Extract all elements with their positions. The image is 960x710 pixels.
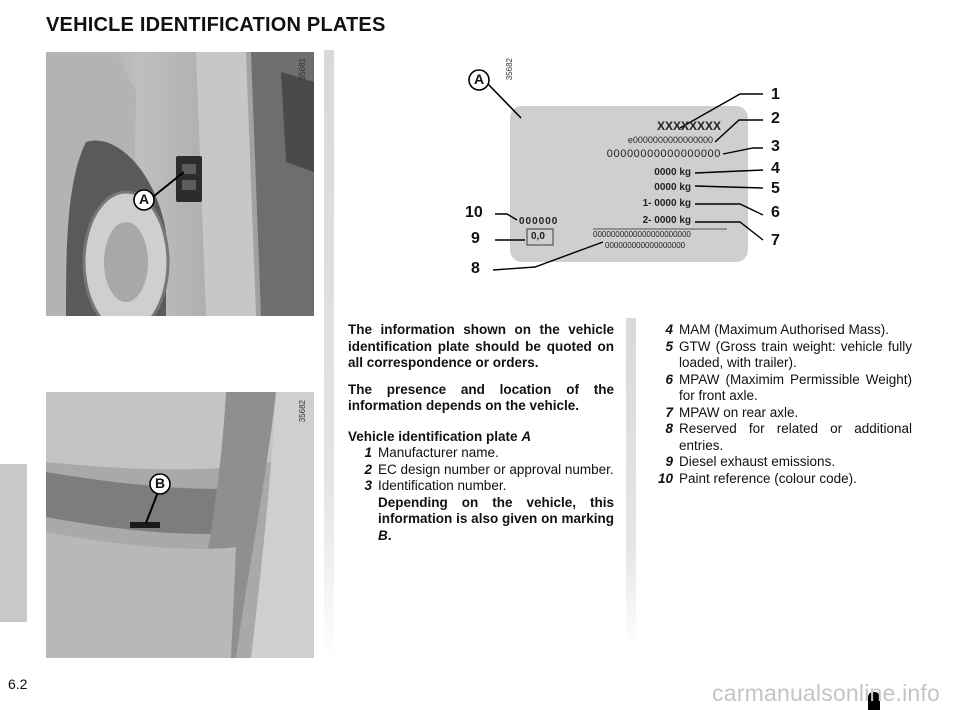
diagram-number: 9 (471, 230, 480, 247)
text-column-right (637, 322, 912, 487)
item-number: 9 (665, 454, 673, 469)
item-text: Reserved for related or additional entries. (679, 421, 912, 453)
diagram-number: 1 (771, 86, 780, 103)
item-text: Identification number. (378, 478, 507, 493)
item-text: EC design number or approval number. (378, 461, 614, 477)
list-heading-ref: A (521, 428, 532, 444)
diagram-number: 7 (771, 232, 780, 249)
item-number: 8 (665, 421, 673, 436)
item-number: 7 (665, 404, 673, 420)
intro-paragraph: The information shown on the vehicle identification plate should be quoted on all correspondence or orders. (348, 322, 614, 370)
page-number: 6.2 (8, 676, 28, 692)
diagram-number: 8 (471, 260, 480, 277)
item-number: 6 (665, 371, 673, 387)
diagram-number: 6 (771, 204, 780, 221)
item-text: MAM (Maximum Authorised Mass). (679, 322, 890, 337)
watermark: carmanualsonline.info (712, 680, 940, 706)
item-text: Manufacturer name. (378, 445, 499, 460)
diagram-number: 10 (465, 204, 483, 221)
item-number: 10 (657, 470, 673, 486)
plate-line: 1- 0000 kg (642, 198, 691, 209)
item-text: Diesel exhaust emissions. (679, 454, 836, 469)
plate-line: 00000000000000000 (606, 148, 721, 160)
list-item (348, 445, 614, 462)
item-number: 4 (665, 322, 673, 337)
plate-line: 0,0 (531, 231, 545, 242)
list-item (637, 372, 912, 405)
chapter-tab (0, 464, 27, 622)
list-heading-text: Vehicle identification plate (348, 428, 518, 444)
callout-a-label: A (473, 71, 485, 87)
list-item (637, 339, 912, 372)
item-number: 1 (364, 445, 372, 460)
plate-line: 0000 kg (654, 182, 691, 193)
column-divider (626, 318, 636, 648)
item-number: 5 (665, 338, 673, 354)
note-text: Depending on the vehicle, this information is also given on marking (378, 494, 614, 526)
item-text: MPAW on rear axle. (679, 404, 799, 420)
figure-code: 35682 (505, 58, 514, 81)
list-item (637, 322, 912, 339)
item-number: 2 (364, 461, 372, 477)
note-ref: B (378, 527, 388, 543)
callout-a-label: A (138, 191, 150, 207)
plate-line: 000000000000000000 (605, 241, 686, 250)
plate-line: XXXXXXXX (656, 119, 721, 133)
list-item (637, 454, 912, 471)
plate-line: 000000 (519, 216, 559, 227)
list-item (637, 405, 912, 422)
item-number: 3 (364, 478, 372, 493)
list-item (637, 471, 912, 488)
identification-plate-diagram (455, 50, 805, 295)
column-divider (324, 50, 334, 662)
item-text: GTW (Gross train weight: vehicle fully loaded, with trailer). (679, 338, 912, 370)
marking-note (378, 495, 614, 545)
item-text: MPAW (Maximim Permissible Weight) for front axle. (679, 371, 912, 403)
door-pillar-photo (46, 52, 314, 316)
plate-line: 2- 0000 kg (642, 215, 691, 226)
item-text: Paint reference (colour code). (679, 470, 857, 486)
plate-line: 0000000000000000000000 (593, 230, 691, 239)
diagram-number: 5 (771, 180, 780, 197)
figure-code: 35682 (298, 400, 307, 423)
diagram-number: 2 (771, 110, 780, 127)
plate-line: 0000 kg (654, 167, 691, 178)
page-title: VEHICLE IDENTIFICATION PLATES (46, 14, 386, 36)
list-item (348, 495, 614, 545)
diagram-number: 4 (771, 160, 780, 177)
list-item (637, 421, 912, 454)
intro-paragraph: The presence and location of the information depends on the vehicle. (348, 381, 614, 413)
diagram-number: 3 (771, 138, 780, 155)
note-end: . (387, 527, 392, 543)
text-column-left (348, 322, 614, 544)
figure-code: 35681 (298, 58, 307, 81)
list-item (348, 478, 614, 495)
callout-b-label: B (154, 475, 166, 491)
plate-line: e0000000000000000 (627, 135, 713, 145)
list-item (348, 462, 614, 479)
list-heading (348, 429, 614, 446)
windscreen-photo (46, 392, 314, 658)
